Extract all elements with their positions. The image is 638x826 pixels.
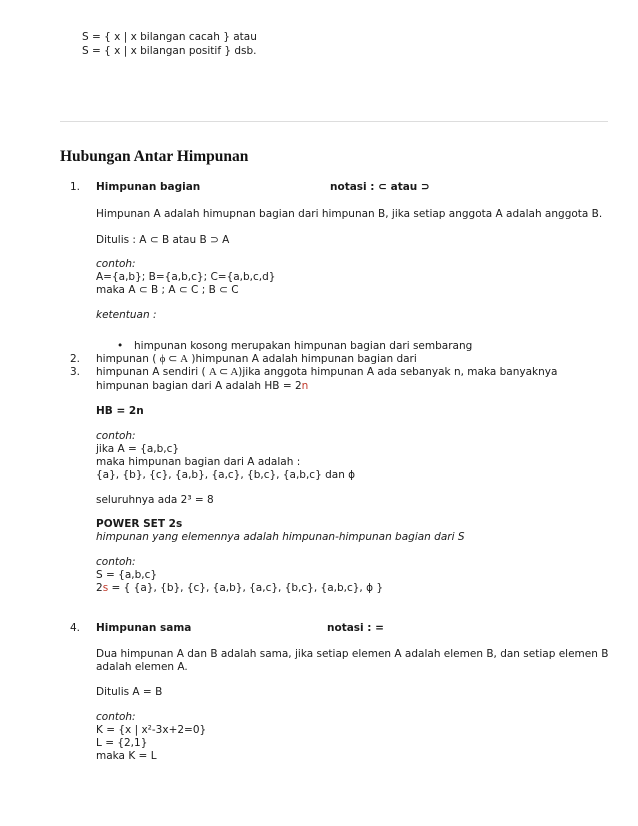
item-3-total: seluruhnya ada 2³ = 8 [96,494,214,506]
item-4-example-line-3: maka K = L [96,750,157,762]
item-2-text-after: )himpunan A adalah himpunan bagian dari [188,353,417,365]
item-1-example-line-2: maka A ⊂ B ; A ⊂ C ; B ⊂ C [96,284,239,296]
item-3-text-after: )jika anggota himpunan A ada sebanyak n, maka banyaknya [238,366,558,378]
item-3-text-before: himpunan A sendiri ( [96,366,209,378]
powerset-description: himpunan yang elemennya adalah himpunan-himpunan bagian dari S [96,531,465,543]
item-3-example-2-line-1: S = {a,b,c} [96,569,158,581]
item-4-written: Ditulis A = B [96,686,163,698]
item-3-example-2-label: contoh: [96,556,136,568]
item-1-title: Himpunan bagian [96,181,201,193]
item-2-symbol: ϕ ⊂ A [159,353,189,365]
item-3-example-2-rest: = { {a}, {b}, {c}, {a,b}, {a,c}, {b,c}, {a,b,c}, ϕ } [108,582,384,594]
item-3-example-2-exp: s [102,582,109,594]
section-title: Hubungan Antar Himpunan [60,148,249,165]
item-1-example-label: contoh: [96,258,136,270]
item-4-definition-line-1: Dua himpunan A dan B adalah sama, jika setiap elemen A adalah elemen B, dan setiap elemen B [96,648,609,660]
item-1-definition: Himpunan A adalah himupnan bagian dari himpunan B, jika setiap anggota A adalah anggota B. [96,208,603,220]
powerset-title: POWER SET 2s [96,518,183,530]
item-4-example-line-1: K = {x | x²-3x+2=0} [96,724,207,736]
item-4-number: 4. [69,622,80,634]
item-3-number: 3. [69,366,80,378]
item-4-example-line-2: L = {2,1} [96,737,148,749]
item-3-symbol: A ⊂ A [208,366,239,378]
item-1-rules-label: ketentuan : [96,309,157,321]
intro-line-2: S = { x | x bilangan positif } dsb. [82,45,257,57]
item-3-text [96,366,557,379]
item-3-example-line-1: jika A = {a,b,c} [96,443,180,455]
item-2-text-before: himpunan ( [96,353,160,365]
item-1-number: 1. [69,181,80,193]
item-3-formula: HB = 2n [96,405,144,417]
section-divider [60,121,608,122]
item-3-example-label: contoh: [96,430,136,442]
item-3-example-line-3: {a}, {b}, {c}, {a,b}, {a,c}, {b,c}, {a,b,c} dan ϕ [96,469,356,481]
item-2-number: 2. [69,353,80,365]
intro-line-1: S = { x | x bilangan cacah } atau [82,31,257,43]
item-1-written: Ditulis : A ⊂ B atau B ⊃ A [96,234,230,246]
item-3-example-2-line-2 [96,582,383,595]
item-2-text [96,353,417,366]
bullet-icon: • [117,340,124,352]
item-4-notation: notasi : = [327,622,384,634]
item-3-example-2-prefix: 2 [96,582,103,594]
item-3-line-2-text: himpunan bagian dari A adalah HB = 2 [96,380,302,392]
item-4-example-label: contoh: [96,711,136,723]
item-1-notation: notasi : ⊂ atau ⊃ [330,181,430,193]
item-3-line-2 [96,380,308,393]
item-4-definition-line-2: adalah elemen A. [96,661,188,673]
item-4-title: Himpunan sama [96,622,192,634]
item-1-bullet-text: himpunan kosong merupakan himpunan bagian dari sembarang [134,340,473,352]
item-1-example-line-1: A={a,b}; B={a,b,c}; C={a,b,c,d} [96,271,276,283]
item-3-line-2-exp: n [301,380,309,392]
item-3-example-line-2: maka himpunan bagian dari A adalah : [96,456,301,468]
